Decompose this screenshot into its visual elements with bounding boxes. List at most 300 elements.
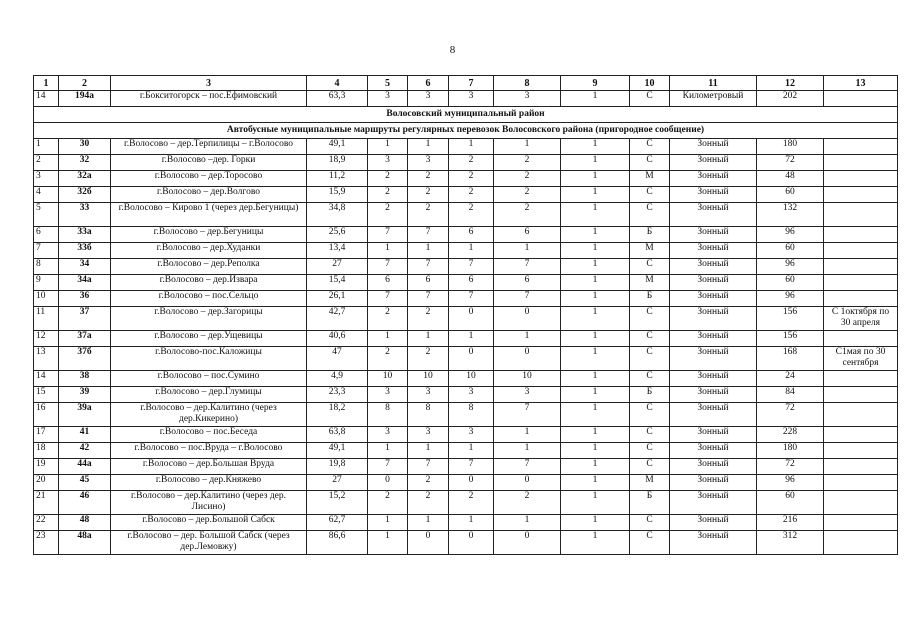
trips-back-cell: 2 [494,171,561,187]
trips-back-cell: 3 [494,91,561,107]
vehicles-min-cell: 2 [368,187,408,203]
length-km-cell: 62,7 [307,515,368,531]
vehicles-min-cell: 3 [368,91,408,107]
table-row [34,91,898,107]
route-name-cell: г.Бокситогорск – пос.Ефимовский [111,91,307,107]
vehicle-class-cell: С [630,459,670,475]
row-number-cell: 10 [34,291,59,307]
travel-time-cell: 24 [757,371,824,387]
table-row [34,515,898,531]
column-header: 9 [561,76,630,91]
carrier-count-cell: 1 [561,259,630,275]
trips-forward-cell: 2 [449,491,494,515]
tariff-type-cell: Зонный [670,291,757,307]
carrier-count-cell: 1 [561,91,630,107]
row-number-cell: 7 [34,243,59,259]
tariff-type-cell: Зонный [670,515,757,531]
vehicles-min-cell: 1 [368,331,408,347]
travel-time-cell: 48 [757,171,824,187]
table-row [34,291,898,307]
length-km-cell: 25,6 [307,227,368,243]
trips-forward-cell: 1 [449,515,494,531]
vehicles-max-cell: 7 [408,459,449,475]
vehicle-class-cell: М [630,275,670,291]
carrier-count-cell: 1 [561,475,630,491]
routes-table-body [34,76,898,555]
vehicles-min-cell: 7 [368,291,408,307]
column-header: 6 [408,76,449,91]
trips-back-cell: 1 [494,243,561,259]
table-row [34,347,898,371]
route-number-cell: 41 [59,427,111,443]
route-name-cell: г.Волосово – дер. Большой Сабск (через дер.Лемовжу) [111,531,307,555]
trips-forward-cell: 3 [449,387,494,403]
vehicles-min-cell: 0 [368,475,408,491]
table-row [34,203,898,227]
vehicles-max-cell: 7 [408,291,449,307]
notes-cell [824,387,898,403]
carrier-count-cell: 1 [561,139,630,155]
tariff-type-cell: Зонный [670,331,757,347]
vehicle-class-cell: Б [630,227,670,243]
vehicles-min-cell: 3 [368,155,408,171]
table-row [34,227,898,243]
vehicles-min-cell: 1 [368,443,408,459]
carrier-count-cell: 1 [561,387,630,403]
length-km-cell: 15,4 [307,275,368,291]
travel-time-cell: 312 [757,531,824,555]
length-km-cell: 19,8 [307,459,368,475]
row-number-cell: 2 [34,155,59,171]
route-name-cell: г.Волосово – дер.Княжево [111,475,307,491]
tariff-type-cell: Зонный [670,155,757,171]
vehicles-max-cell: 2 [408,187,449,203]
trips-back-cell: 7 [494,259,561,275]
trips-forward-cell: 2 [449,155,494,171]
vehicles-min-cell: 7 [368,259,408,275]
travel-time-cell: 132 [757,203,824,227]
vehicles-min-cell: 2 [368,307,408,331]
length-km-cell: 47 [307,347,368,371]
row-number-cell: 21 [34,491,59,515]
row-number-cell: 22 [34,515,59,531]
section-title-row [34,107,898,123]
travel-time-cell: 202 [757,91,824,107]
length-km-cell: 18,2 [307,403,368,427]
vehicle-class-cell: С [630,515,670,531]
route-name-cell: г.Волосово – пос.Вруда – г.Волосово [111,443,307,459]
carrier-count-cell: 1 [561,155,630,171]
travel-time-cell: 60 [757,243,824,259]
carrier-count-cell: 1 [561,291,630,307]
vehicles-min-cell: 6 [368,275,408,291]
trips-back-cell: 0 [494,347,561,371]
length-km-cell: 23,3 [307,387,368,403]
route-name-cell: г.Волосово – дер.Реполка [111,259,307,275]
route-name-cell: г.Волосово – дер.Терпилицы – г.Волосово [111,139,307,155]
tariff-type-cell: Зонный [670,171,757,187]
trips-forward-cell: 1 [449,243,494,259]
vehicle-class-cell: М [630,475,670,491]
vehicles-min-cell: 2 [368,347,408,371]
tariff-type-cell: Зонный [670,243,757,259]
table-row [34,259,898,275]
vehicles-max-cell: 2 [408,171,449,187]
routes-table [33,75,898,555]
vehicles-min-cell: 1 [368,531,408,555]
vehicles-max-cell: 2 [408,491,449,515]
table-row [34,155,898,171]
table-row [34,387,898,403]
route-number-cell: 37 [59,307,111,331]
notes-cell [824,515,898,531]
route-number-cell: 37а [59,331,111,347]
trips-forward-cell: 3 [449,91,494,107]
notes-cell [824,459,898,475]
travel-time-cell: 180 [757,443,824,459]
notes-cell [824,291,898,307]
carrier-count-cell: 1 [561,491,630,515]
table-row [34,491,898,515]
carrier-count-cell: 1 [561,459,630,475]
carrier-count-cell: 1 [561,443,630,459]
trips-forward-cell: 0 [449,307,494,331]
length-km-cell: 4,9 [307,371,368,387]
route-number-cell: 42 [59,443,111,459]
route-number-cell: 194а [59,91,111,107]
trips-back-cell: 1 [494,443,561,459]
notes-cell [824,171,898,187]
route-number-cell: 48 [59,515,111,531]
route-name-cell: г.Волосово – дер.Извара [111,275,307,291]
vehicles-max-cell: 3 [408,155,449,171]
travel-time-cell: 72 [757,155,824,171]
travel-time-cell: 156 [757,307,824,331]
table-row [34,459,898,475]
tariff-type-cell: Зонный [670,139,757,155]
length-km-cell: 26,1 [307,291,368,307]
tariff-type-cell: Зонный [670,227,757,243]
vehicles-min-cell: 2 [368,491,408,515]
route-name-cell: г.Волосово – дер.Загорицы [111,307,307,331]
vehicles-max-cell: 6 [408,275,449,291]
carrier-count-cell: 1 [561,203,630,227]
row-number-cell: 15 [34,387,59,403]
column-header: 3 [111,76,307,91]
row-number-cell: 12 [34,331,59,347]
length-km-cell: 49,1 [307,443,368,459]
row-number-cell: 3 [34,171,59,187]
vehicle-class-cell: С [630,347,670,371]
notes-cell [824,275,898,291]
row-number-cell: 11 [34,307,59,331]
column-header: 8 [494,76,561,91]
travel-time-cell: 228 [757,427,824,443]
vehicle-class-cell: С [630,307,670,331]
route-number-cell: 46 [59,491,111,515]
carrier-count-cell: 1 [561,531,630,555]
carrier-count-cell: 1 [561,243,630,259]
notes-cell [824,187,898,203]
route-name-cell: г.Волосово – дер.Большой Сабск [111,515,307,531]
row-number-cell: 13 [34,347,59,371]
notes-cell [824,371,898,387]
table-header-row [34,76,898,91]
vehicle-class-cell: С [630,371,670,387]
trips-forward-cell: 6 [449,227,494,243]
row-number-cell: 4 [34,187,59,203]
carrier-count-cell: 1 [561,171,630,187]
notes-cell: С 1октября по 30 апреля [824,307,898,331]
row-number-cell: 1 [34,139,59,155]
notes-cell [824,203,898,227]
vehicles-max-cell: 1 [408,443,449,459]
table-row [34,187,898,203]
travel-time-cell: 60 [757,187,824,203]
table-row [34,307,898,331]
vehicles-min-cell: 2 [368,203,408,227]
trips-forward-cell: 2 [449,187,494,203]
length-km-cell: 27 [307,259,368,275]
notes-cell [824,475,898,491]
row-number-cell: 8 [34,259,59,275]
notes-cell [824,139,898,155]
length-km-cell: 49,1 [307,139,368,155]
column-header: 5 [368,76,408,91]
travel-time-cell: 216 [757,515,824,531]
trips-back-cell: 0 [494,307,561,331]
table-row [34,139,898,155]
trips-forward-cell: 0 [449,475,494,491]
route-name-cell: г.Волосово – дер.Торосово [111,171,307,187]
tariff-type-cell: Зонный [670,187,757,203]
tariff-type-cell: Зонный [670,275,757,291]
vehicles-min-cell: 8 [368,403,408,427]
notes-cell [824,155,898,171]
row-number-cell: 20 [34,475,59,491]
route-number-cell: 39 [59,387,111,403]
notes-cell [824,403,898,427]
vehicles-min-cell: 1 [368,139,408,155]
route-name-cell: г.Волосово – пос.Сумино [111,371,307,387]
vehicle-class-cell: С [630,187,670,203]
length-km-cell: 63,8 [307,427,368,443]
notes-cell [824,243,898,259]
route-number-cell: 48а [59,531,111,555]
route-number-cell: 34а [59,275,111,291]
notes-cell [824,531,898,555]
vehicle-class-cell: Б [630,291,670,307]
route-name-cell: г.Волосово – пос.Сельцо [111,291,307,307]
vehicles-max-cell: 1 [408,243,449,259]
vehicles-max-cell: 2 [408,347,449,371]
route-name-cell: г.Волосово – дер.Калитино (через дер. Лисино) [111,491,307,515]
route-name-cell: г.Волосово – дер.Глумицы [111,387,307,403]
trips-forward-cell: 6 [449,275,494,291]
route-name-cell: г.Волосово – дер.Бегуницы [111,227,307,243]
column-header: 4 [307,76,368,91]
tariff-type-cell: Зонный [670,203,757,227]
route-number-cell: 32б [59,187,111,203]
travel-time-cell: 156 [757,331,824,347]
tariff-type-cell: Зонный [670,475,757,491]
row-number-cell: 14 [34,371,59,387]
trips-forward-cell: 1 [449,139,494,155]
carrier-count-cell: 1 [561,371,630,387]
notes-cell [824,259,898,275]
vehicles-max-cell: 8 [408,403,449,427]
notes-cell [824,491,898,515]
vehicles-min-cell: 1 [368,243,408,259]
carrier-count-cell: 1 [561,275,630,291]
route-number-cell: 36 [59,291,111,307]
route-name-cell: г.Волосово – дер.Калитино (через дер.Кикерино) [111,403,307,427]
page-number: 8 [449,44,456,56]
column-header: 7 [449,76,494,91]
vehicles-min-cell: 3 [368,387,408,403]
carrier-count-cell: 1 [561,347,630,371]
carrier-count-cell: 1 [561,403,630,427]
tariff-type-cell: Зонный [670,347,757,371]
column-header: 2 [59,76,111,91]
table-row [34,443,898,459]
carrier-count-cell: 1 [561,227,630,243]
trips-forward-cell: 0 [449,347,494,371]
length-km-cell: 15,2 [307,491,368,515]
route-number-cell: 30 [59,139,111,155]
vehicles-min-cell: 1 [368,515,408,531]
tariff-type-cell: Зонный [670,459,757,475]
trips-back-cell: 6 [494,275,561,291]
trips-back-cell: 1 [494,427,561,443]
vehicle-class-cell: С [630,139,670,155]
row-number-cell: 6 [34,227,59,243]
vehicles-min-cell: 7 [368,459,408,475]
subsection-title: Автобусные муниципальные маршруты регулярных перевозок Волосовского района (пригородное сообщение) [34,123,898,139]
table-row [34,403,898,427]
vehicle-class-cell: С [630,427,670,443]
trips-back-cell: 2 [494,203,561,227]
row-number-cell: 19 [34,459,59,475]
table-row [34,275,898,291]
length-km-cell: 63,3 [307,91,368,107]
row-number-cell: 9 [34,275,59,291]
length-km-cell: 27 [307,475,368,491]
trips-back-cell: 1 [494,515,561,531]
travel-time-cell: 96 [757,227,824,243]
route-number-cell: 33а [59,227,111,243]
vehicles-min-cell: 10 [368,371,408,387]
tariff-type-cell: Зонный [670,371,757,387]
table-row [34,427,898,443]
column-header: 11 [670,76,757,91]
carrier-count-cell: 1 [561,427,630,443]
tariff-type-cell: Километровый [670,91,757,107]
vehicles-max-cell: 3 [408,91,449,107]
vehicle-class-cell: Б [630,491,670,515]
tariff-type-cell: Зонный [670,427,757,443]
vehicle-class-cell: С [630,91,670,107]
vehicles-max-cell: 2 [408,203,449,227]
trips-forward-cell: 8 [449,403,494,427]
route-name-cell: г.Волосово – пос.Беседа [111,427,307,443]
travel-time-cell: 180 [757,139,824,155]
table-row [34,371,898,387]
route-number-cell: 32а [59,171,111,187]
tariff-type-cell: Зонный [670,491,757,515]
travel-time-cell: 96 [757,259,824,275]
notes-cell [824,227,898,243]
subsection-title-row [34,123,898,139]
trips-back-cell: 7 [494,403,561,427]
length-km-cell: 18,9 [307,155,368,171]
trips-forward-cell: 10 [449,371,494,387]
trips-back-cell: 7 [494,459,561,475]
trips-forward-cell: 1 [449,331,494,347]
tariff-type-cell: Зонный [670,387,757,403]
vehicle-class-cell: С [630,443,670,459]
tariff-type-cell: Зонный [670,307,757,331]
table-row [34,171,898,187]
vehicles-max-cell: 1 [408,331,449,347]
route-number-cell: 45 [59,475,111,491]
route-name-cell: г.Волосово –дер. Горки [111,155,307,171]
row-number-cell: 14 [34,91,59,107]
length-km-cell: 11,2 [307,171,368,187]
route-name-cell: г.Волосово-пос.Каложицы [111,347,307,371]
trips-forward-cell: 3 [449,427,494,443]
table-row [34,475,898,491]
carrier-count-cell: 1 [561,307,630,331]
travel-time-cell: 96 [757,475,824,491]
row-number-cell: 5 [34,203,59,227]
vehicles-max-cell: 2 [408,307,449,331]
route-name-cell: г.Волосово – дер.Большая Вруда [111,459,307,475]
row-number-cell: 17 [34,427,59,443]
trips-forward-cell: 7 [449,459,494,475]
column-header: 13 [824,76,898,91]
tariff-type-cell: Зонный [670,403,757,427]
route-number-cell: 44а [59,459,111,475]
vehicles-max-cell: 3 [408,427,449,443]
carrier-count-cell: 1 [561,187,630,203]
route-number-cell: 38 [59,371,111,387]
vehicles-max-cell: 3 [408,387,449,403]
column-header: 1 [34,76,59,91]
vehicle-class-cell: М [630,171,670,187]
column-header: 12 [757,76,824,91]
vehicle-class-cell: С [630,331,670,347]
travel-time-cell: 168 [757,347,824,371]
route-number-cell: 33 [59,203,111,227]
length-km-cell: 13,4 [307,243,368,259]
route-name-cell: г.Волосово – дер.Волгово [111,187,307,203]
table-row [34,531,898,555]
trips-forward-cell: 2 [449,203,494,227]
trips-back-cell: 0 [494,475,561,491]
route-name-cell: г.Волосово – дер.Ущевицы [111,331,307,347]
vehicles-max-cell: 1 [408,139,449,155]
notes-cell [824,91,898,107]
route-name-cell: г.Волосово – дер.Худанки [111,243,307,259]
vehicle-class-cell: С [630,403,670,427]
notes-cell [824,427,898,443]
vehicles-min-cell: 7 [368,227,408,243]
trips-back-cell: 2 [494,187,561,203]
vehicles-max-cell: 7 [408,259,449,275]
trips-forward-cell: 7 [449,291,494,307]
vehicles-max-cell: 0 [408,531,449,555]
